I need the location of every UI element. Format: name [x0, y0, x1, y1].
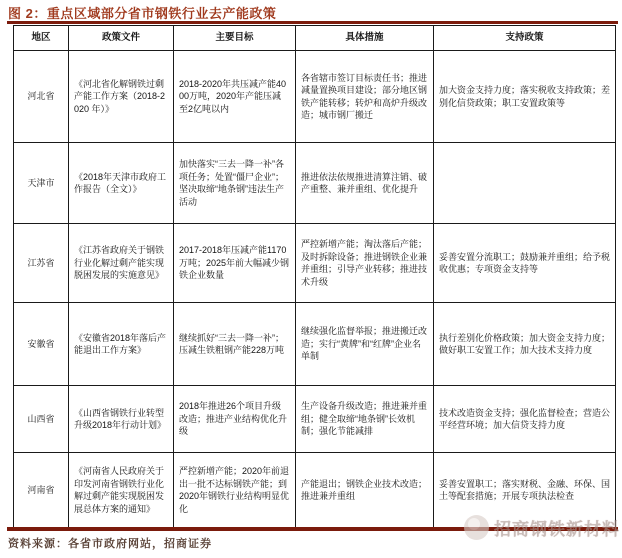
title-divider-rule — [7, 21, 618, 24]
table-row — [14, 303, 616, 386]
table-row — [14, 143, 616, 224]
cell-support-policy: 执行差别化价格政策；加大资金支持力度；做好职工安置工作；加大技术支持力度 — [434, 303, 616, 386]
source-label: 资料来源： — [8, 538, 68, 550]
cell-region: 江苏省 — [14, 224, 69, 303]
cell-main-targets: 2018-2020年共压减产能4000万吨，2020年产能压减至2亿吨以内 — [174, 51, 296, 143]
cell-region: 河北省 — [14, 51, 69, 143]
cell-measures: 继续强化监督举报；推进搬迁改造；实行“黄牌”和“红牌”企业名单制 — [296, 303, 434, 386]
source-note — [8, 535, 212, 551]
cell-support-policy: 妥善安置职工；落实财税、金融、环保、国土等配套措施；开展专项执法检查 — [434, 453, 616, 528]
figure-title: 图 2：重点区域部分省市钢铁行业去产能政策 — [8, 6, 277, 21]
cell-policy-document: 《2018年天津市政府工作报告（全文）》 — [69, 143, 174, 224]
table-row — [14, 51, 616, 143]
cell-policy-document: 《河北省化解钢铁过剩产能工作方案（2018-2020 年）》 — [69, 51, 174, 143]
cell-measures: 推进依法依规推进清算注销、破产重整、兼并重组、优化提升 — [296, 143, 434, 224]
cell-measures: 各省辖市签订目标责任书；推进减量置换项目建设；部分地区钢铁产能转移；转炉和高炉升级改造；城市钢厂搬迁 — [296, 51, 434, 143]
cell-support-policy: 妥善安置分流职工；鼓励兼并重组；给予税收优惠；专项资金支持等 — [434, 224, 616, 303]
header-measures: 具体措施 — [296, 26, 434, 51]
policy-table — [13, 25, 616, 528]
source-text: 各省市政府网站，招商证券 — [68, 538, 212, 550]
cell-policy-document: 《山西省钢铁行业转型升级2018年行动计划》 — [69, 386, 174, 453]
cell-region: 河南省 — [14, 453, 69, 528]
table-row — [14, 224, 616, 303]
cell-policy-document: 《安徽省2018年落后产能退出工作方案》 — [69, 303, 174, 386]
cell-main-targets: 2018年推进26个项目升级改造；推进产业结构优化升级 — [174, 386, 296, 453]
cell-region: 天津市 — [14, 143, 69, 224]
cell-region: 山西省 — [14, 386, 69, 453]
cell-support-policy — [434, 143, 616, 224]
cell-measures: 严控新增产能；淘汰落后产能；及时拆除设备；推进钢铁企业兼并重组；引导产业转移；推进技术升级 — [296, 224, 434, 303]
header-policy-document: 政策文件 — [69, 26, 174, 51]
table-row — [14, 453, 616, 528]
cell-main-targets: 继续抓好“三去一降一补”；压减生铁粗钢产能228万吨 — [174, 303, 296, 386]
cell-main-targets: 严控新增产能；2020年前退出一批不达标钢铁产能；到2020年钢铁行业结构明显优化 — [174, 453, 296, 528]
cell-policy-document: 《江苏省政府关于钢铁行业化解过剩产能实现脱困发展的实施意见》 — [69, 224, 174, 303]
cell-measures: 产能退出；钢铁企业技术改造；推进兼并重组 — [296, 453, 434, 528]
cell-region: 安徽省 — [14, 303, 69, 386]
cell-main-targets: 加快落实“三去一降一补”各项任务；处置“僵尸企业”；坚决取缔“地条钢”违法生产活动 — [174, 143, 296, 224]
cell-main-targets: 2017-2018年压减产能1170万吨；2025年前大幅减少钢铁企业数量 — [174, 224, 296, 303]
header-region: 地区 — [14, 26, 69, 51]
header-support-policy: 支持政策 — [434, 26, 616, 51]
cell-support-policy: 加大资金支持力度；落实税收支持政策；差别化信贷政策；职工安置政策等 — [434, 51, 616, 143]
table-row — [14, 386, 616, 453]
table-header-row — [14, 26, 616, 51]
cell-support-policy: 技术改造资金支持；强化监督检查；营造公平经营环境；加大信贷支持力度 — [434, 386, 616, 453]
table-bottom-rule — [7, 527, 618, 531]
cell-measures: 生产设备升级改造；推进兼并重组；健全取缔“地条钢”长效机制；强化节能减排 — [296, 386, 434, 453]
header-main-targets: 主要目标 — [174, 26, 296, 51]
cell-policy-document: 《河南省人民政府关于印发河南省钢铁行业化解过剩产能实现脱困发展总体方案的通知》 — [69, 453, 174, 528]
watermark-text: 招商钢铁新材料 — [494, 520, 620, 539]
